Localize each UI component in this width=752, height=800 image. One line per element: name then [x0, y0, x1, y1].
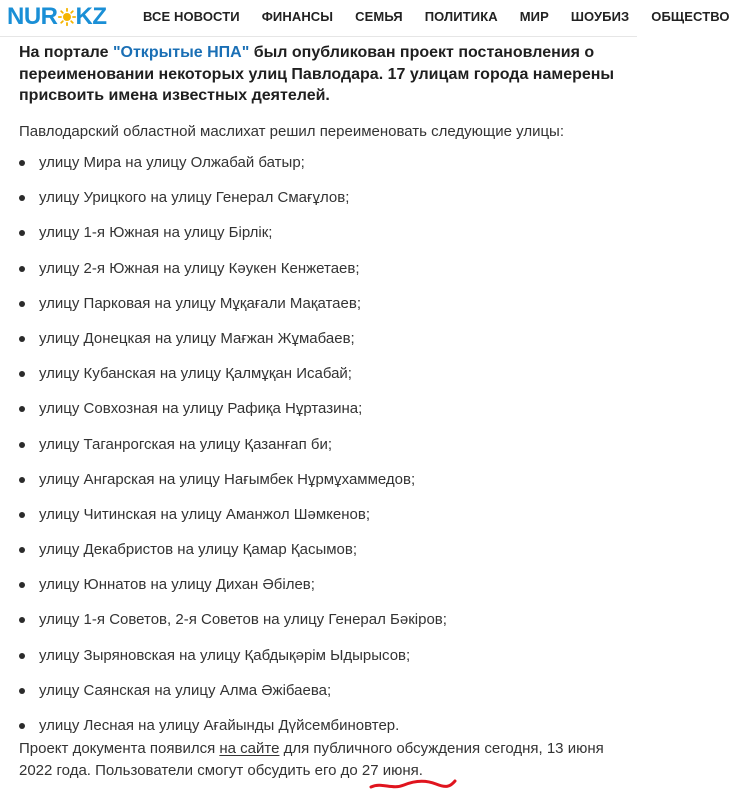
bullet-icon	[19, 336, 25, 342]
list-item	[0, 462, 637, 497]
nav-item-society[interactable]: ОБЩЕСТВО	[651, 9, 730, 24]
site-link[interactable]: на сайте	[219, 740, 280, 757]
street-rename-text: улицу Совхозная на улицу Рафиқа Нұртазина;	[39, 400, 363, 418]
sun-icon	[58, 4, 76, 30]
open-npa-link[interactable]: "Открытые НПА"	[112, 44, 250, 61]
list-item	[0, 427, 637, 462]
bullet-icon	[19, 442, 25, 448]
logo-text-right: KZ	[75, 3, 107, 30]
list-item	[0, 215, 637, 250]
nav-item-finance[interactable]: ФИНАНСЫ	[261, 9, 334, 24]
list-item	[0, 638, 637, 673]
list-item	[0, 145, 637, 180]
nav-item-politics[interactable]: ПОЛИТИКА	[424, 9, 498, 24]
street-rename-text: улицу Парковая на улицу Мұқағали Мақатаев;	[39, 294, 362, 312]
outro-text-before: Проект документа появился	[19, 740, 220, 757]
list-item	[0, 567, 637, 602]
street-rename-text: улицу Таганрогская на улицу Қазанғап би;	[39, 435, 333, 453]
bullet-icon	[19, 547, 25, 553]
street-rename-text: улицу Декабристов на улицу Қамар Қасымов;	[39, 541, 358, 559]
logo-text-left: NUR	[7, 3, 58, 30]
bullet-icon	[19, 653, 25, 659]
list-item	[0, 532, 637, 567]
top-navigation-bar	[0, 0, 730, 37]
list-item	[0, 673, 637, 708]
lead-text-after: был опубликован проект постановления о переименовании некоторых улиц Павлодара. 17 улицам города намерены присвоить имена известных деятелей.	[19, 44, 615, 104]
article-lead	[19, 42, 619, 107]
street-rename-text: улицу Саянская на улицу Алма Әжібаева;	[39, 681, 332, 699]
list-item	[0, 356, 637, 391]
red-underline-annotation	[368, 775, 458, 795]
site-logo[interactable]	[7, 4, 107, 30]
street-rename-text: улицу Мира на улицу Олжабай батыр;	[39, 154, 305, 171]
bullet-icon	[19, 688, 25, 694]
street-rename-text: улицу 1-я Советов, 2-я Советов на улицу Генерал Бәкіров;	[39, 611, 447, 629]
list-item	[0, 602, 637, 637]
lead-text-before: На портале	[19, 44, 113, 61]
list-item	[0, 391, 637, 426]
nav-item-world[interactable]: МИР	[519, 9, 549, 24]
street-rename-text: улицу Читинская на улицу Аманжол Шәмкенов;	[39, 505, 370, 523]
street-rename-text: улицу Лесная на улицу Ағайынды Дүйсембиновтер.	[39, 717, 400, 734]
bullet-icon	[19, 512, 25, 518]
bullet-icon	[19, 723, 25, 729]
street-rename-text: улицу Урицкого на улицу Генерал Смағұлов;	[39, 189, 350, 207]
street-list	[0, 145, 637, 743]
bullet-icon	[19, 266, 25, 272]
article-outro	[19, 738, 629, 782]
list-item	[0, 497, 637, 532]
list-item	[0, 286, 637, 321]
nav-item-all-news[interactable]: ВСЕ НОВОСТИ	[143, 9, 240, 24]
bullet-icon	[19, 195, 25, 201]
street-rename-text: улицу Юннатов на улицу Дихан Әбілев;	[39, 576, 315, 594]
bullet-icon	[19, 371, 25, 377]
bullet-icon	[19, 617, 25, 623]
bullet-icon	[19, 582, 25, 588]
article-intro: Павлодарский областной маслихат решил переименовать следующие улицы:	[19, 123, 565, 140]
street-rename-text: улицу 1-я Южная на улицу Бірлік;	[39, 224, 273, 242]
nav-item-family[interactable]: СЕМЬЯ	[355, 9, 403, 24]
outro-text-after: для публичного обсуждения сегодня, 13 июня 2022 года. Пользователи смогут обсудить его до 27 июня.	[19, 740, 604, 779]
bullet-icon	[19, 160, 25, 166]
nav-item-showbiz[interactable]: ШОУБИЗ	[570, 9, 630, 24]
main-nav	[143, 0, 752, 36]
bullet-icon	[19, 230, 25, 236]
bullet-icon	[19, 301, 25, 307]
list-item	[0, 251, 637, 286]
list-item	[0, 321, 637, 356]
bullet-icon	[19, 477, 25, 483]
street-rename-text: улицу Зыряновская на улицу Қабдықәрім Ыдырысов;	[39, 646, 411, 664]
bullet-icon	[19, 406, 25, 412]
street-rename-text: улицу Донецкая на улицу Мағжан Жұмабаев;	[39, 329, 355, 347]
street-rename-text: улицу 2-я Южная на улицу Кәукен Кенжетаев;	[39, 259, 360, 277]
street-rename-text: улицу Кубанская на улицу Қалмұқан Исабай;	[39, 365, 352, 383]
street-rename-text: улицу Ангарская на улицу Нағымбек Нұрмұхаммедов;	[39, 470, 416, 488]
list-item	[0, 180, 637, 215]
